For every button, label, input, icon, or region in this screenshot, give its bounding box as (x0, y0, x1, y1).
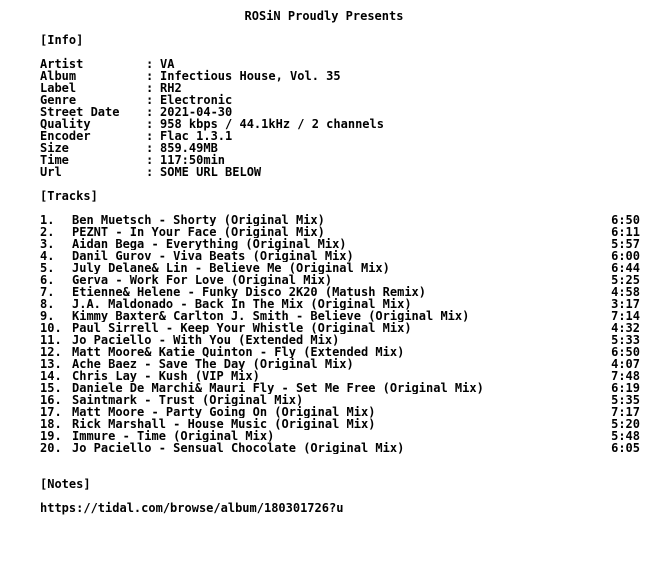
track-row (40, 358, 640, 370)
notes-url: https://tidal.com/browse/album/180301726?u (40, 501, 344, 515)
track-duration: 5:33 (611, 333, 640, 347)
track-duration: 6:05 (611, 441, 640, 455)
track-number: 3. (40, 237, 55, 251)
track-title: Danil Gurov - Viva Beats (Original Mix) (72, 250, 354, 262)
track-duration: 5:25 (611, 273, 640, 287)
info-value: 2021-04-30 (160, 105, 233, 119)
info-separator: : (146, 129, 154, 143)
info-key: Time (40, 153, 69, 167)
info-key: Label (40, 81, 77, 95)
track-row (40, 394, 640, 406)
track-title: Etienne& Helene - Funky Disco 2K20 (Matush Remix) (72, 286, 427, 298)
track-duration: 3:17 (611, 297, 640, 311)
track-row (40, 262, 640, 274)
track-duration: 6:50 (611, 345, 640, 359)
info-value: 117:50min (160, 153, 226, 167)
info-separator: : (146, 117, 154, 131)
track-duration: 6:11 (611, 225, 640, 239)
page-title: ROSiN Proudly Presents (244, 9, 404, 23)
track-duration: 5:20 (611, 417, 640, 431)
track-row (40, 442, 640, 454)
track-number: 17. (40, 405, 62, 419)
info-section-title: [Info] (40, 33, 84, 47)
track-duration: 5:48 (611, 429, 640, 443)
info-row (40, 166, 640, 178)
track-title: J.A. Maldonado - Back In The Mix (Original Mix) (72, 298, 412, 310)
track-duration: 5:57 (611, 237, 640, 251)
info-row (40, 70, 640, 82)
track-row (40, 322, 640, 334)
spacer (40, 22, 640, 34)
notes-section-title: [Notes] (40, 477, 91, 491)
track-row (40, 406, 640, 418)
track-row (40, 214, 640, 226)
info-list (40, 58, 640, 178)
track-title: Matt Moore - Party Going On (Original Mix) (72, 406, 376, 418)
track-row (40, 346, 640, 358)
track-title: Rick Marshall - House Music (Original Mix) (72, 418, 376, 430)
info-separator: : (146, 165, 154, 179)
track-number: 12. (40, 345, 62, 359)
track-number: 9. (40, 309, 55, 323)
track-number: 19. (40, 429, 62, 443)
track-duration: 5:35 (611, 393, 640, 407)
track-row (40, 418, 640, 430)
track-duration: 4:32 (611, 321, 640, 335)
track-title: Jo Paciello - With You (Extended Mix) (72, 334, 340, 346)
track-number: 5. (40, 261, 55, 275)
track-number: 15. (40, 381, 62, 395)
track-number: 2. (40, 225, 55, 239)
info-separator: : (146, 57, 154, 71)
info-value: VA (160, 57, 175, 71)
track-title: Saintmark - Trust (Original Mix) (72, 394, 304, 406)
track-title: Matt Moore& Katie Quinton - Fly (Extended Mix) (72, 346, 405, 358)
spacer (40, 46, 640, 58)
info-separator: : (146, 141, 154, 155)
track-number: 18. (40, 417, 62, 431)
info-key: Encoder (40, 129, 91, 143)
info-row (40, 142, 640, 154)
track-row (40, 274, 640, 286)
track-row (40, 334, 640, 346)
spacer (40, 202, 640, 214)
track-number: 4. (40, 249, 55, 263)
track-title: Aidan Bega - Everything (Original Mix) (72, 238, 347, 250)
track-row (40, 226, 640, 238)
track-number: 14. (40, 369, 62, 383)
info-value: Flac 1.3.1 (160, 129, 233, 143)
track-row (40, 382, 640, 394)
track-row (40, 310, 640, 322)
track-number: 11. (40, 333, 62, 347)
track-title: Ben Muetsch - Shorty (Original Mix) (72, 214, 325, 226)
track-number: 16. (40, 393, 62, 407)
track-title: PEZNT - In Your Face (Original Mix) (72, 226, 325, 238)
spacer (40, 454, 640, 466)
info-row (40, 130, 640, 142)
track-number: 6. (40, 273, 55, 287)
track-number: 7. (40, 285, 55, 299)
info-separator: : (146, 81, 154, 95)
track-title: Ache Baez - Save The Day (Original Mix) (72, 358, 354, 370)
info-separator: : (146, 69, 154, 83)
info-row (40, 82, 640, 94)
info-key: Quality (40, 117, 91, 131)
track-duration: 7:17 (611, 405, 640, 419)
track-row (40, 286, 640, 298)
info-value: 958 kbps / 44.1kHz / 2 channels (160, 117, 384, 131)
info-value: Electronic (160, 93, 233, 107)
track-row (40, 430, 640, 442)
info-row (40, 94, 640, 106)
track-duration: 4:07 (611, 357, 640, 371)
track-duration: 7:48 (611, 369, 640, 383)
info-row (40, 118, 640, 130)
info-value: SOME URL BELOW (160, 165, 262, 179)
info-separator: : (146, 105, 154, 119)
track-title: Immure - Time (Original Mix) (72, 430, 275, 442)
track-duration: 4:58 (611, 285, 640, 299)
info-key: Artist (40, 57, 84, 71)
track-number: 13. (40, 357, 62, 371)
info-key: Album (40, 69, 77, 83)
track-duration: 6:44 (611, 261, 640, 275)
track-number: 20. (40, 441, 62, 455)
track-title: Chris Lay - Kush (VIP Mix) (72, 370, 260, 382)
track-duration: 6:00 (611, 249, 640, 263)
tracks-section-title: [Tracks] (40, 189, 98, 203)
spacer (40, 466, 640, 478)
track-duration: 6:50 (611, 213, 640, 227)
track-row (40, 238, 640, 250)
track-title: Paul Sirrell - Keep Your Whistle (Original Mix) (72, 322, 412, 334)
track-title: Gerva - Work For Love (Original Mix) (72, 274, 333, 286)
track-duration: 7:14 (611, 309, 640, 323)
track-title: Kimmy Baxter& Carlton J. Smith - Believe (Original Mix) (72, 310, 470, 322)
info-key: Url (40, 165, 62, 179)
info-key: Street Date (40, 105, 120, 119)
track-list (40, 214, 640, 454)
track-duration: 6:19 (611, 381, 640, 395)
info-separator: : (146, 93, 154, 107)
spacer (40, 178, 640, 190)
track-title: Jo Paciello - Sensual Chocolate (Original Mix) (72, 442, 405, 454)
track-row (40, 298, 640, 310)
track-number: 1. (40, 213, 55, 227)
track-number: 8. (40, 297, 55, 311)
info-row (40, 154, 640, 166)
info-key: Size (40, 141, 69, 155)
track-row (40, 250, 640, 262)
track-title: July Delane& Lin - Believe Me (Original Mix) (72, 262, 390, 274)
info-separator: : (146, 153, 154, 167)
info-value: Infectious House, Vol. 35 (160, 69, 341, 83)
track-row (40, 370, 640, 382)
info-value: RH2 (160, 81, 182, 95)
track-title: Daniele De Marchi& Mauri Fly - Set Me Free (Original Mix) (72, 382, 484, 394)
info-key: Genre (40, 93, 77, 107)
track-number: 10. (40, 321, 62, 335)
info-value: 859.49MB (160, 141, 218, 155)
